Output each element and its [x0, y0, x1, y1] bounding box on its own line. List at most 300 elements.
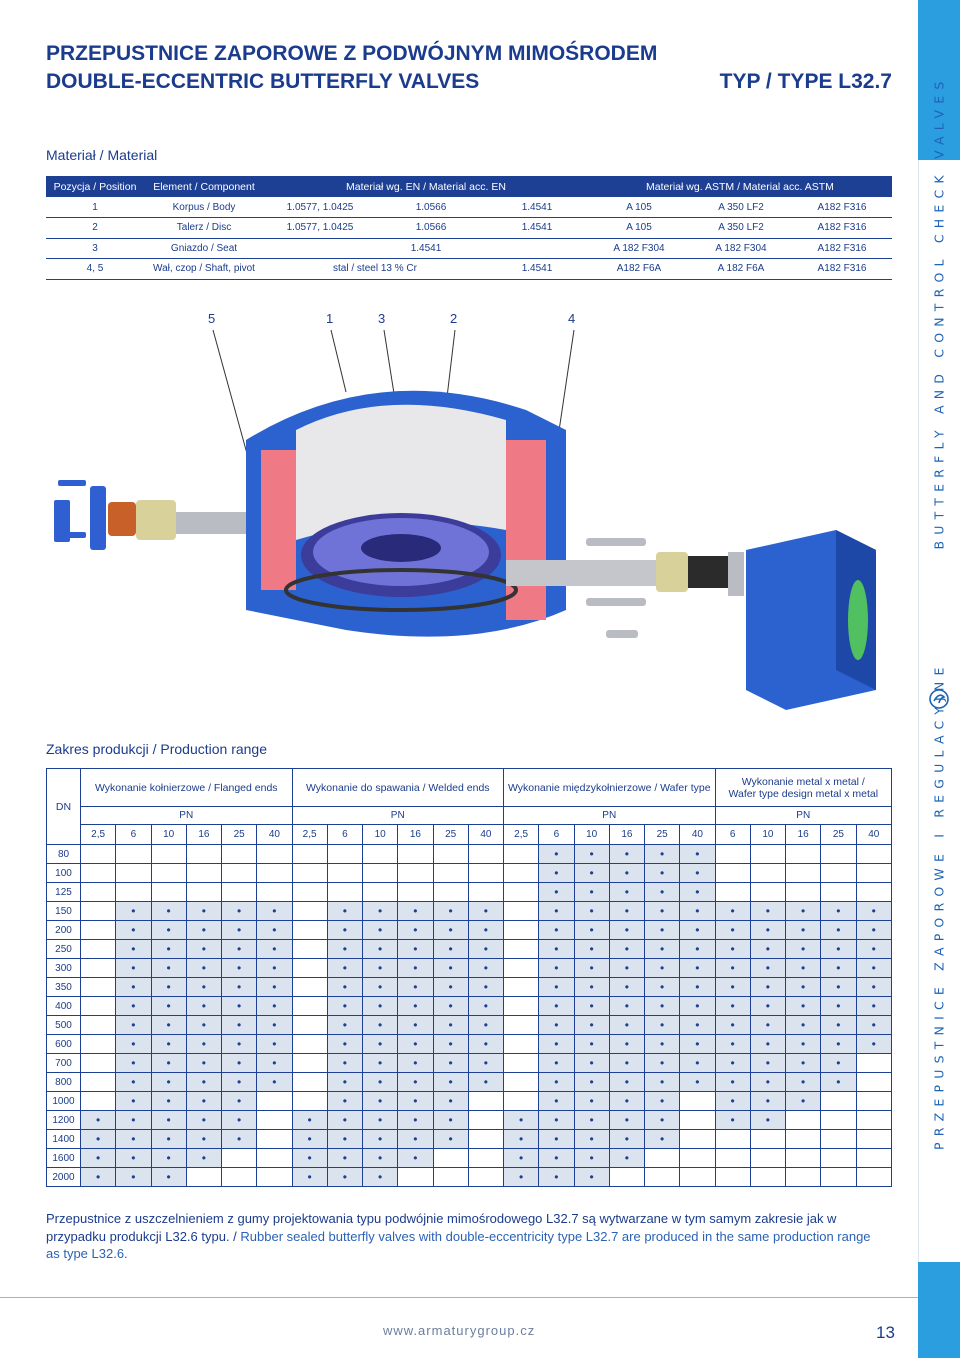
pn-value: 2,5: [504, 825, 539, 845]
availability-dot: [680, 902, 715, 921]
availability-dot: [786, 959, 821, 978]
availability-dot: [257, 997, 292, 1016]
cell-dn: 700: [47, 1054, 81, 1073]
availability-dot: [609, 883, 644, 902]
availability-dot: [186, 1092, 221, 1111]
availability-empty: [292, 864, 327, 883]
availability-dot: [574, 1149, 609, 1168]
availability-dot: [574, 1092, 609, 1111]
cell-dn: 250: [47, 940, 81, 959]
availability-empty: [786, 1168, 821, 1187]
availability-dot: [186, 959, 221, 978]
cell-dn: 600: [47, 1035, 81, 1054]
availability-empty: [81, 1073, 116, 1092]
callout-4: 4: [568, 311, 576, 326]
availability-dot: [574, 1016, 609, 1035]
availability-empty: [856, 1149, 892, 1168]
table-row: [47, 1035, 892, 1054]
availability-empty: [821, 1092, 856, 1111]
availability-empty: [715, 883, 750, 902]
availability-dot: [433, 959, 468, 978]
availability-dot: [504, 1111, 539, 1130]
availability-empty: [257, 1092, 292, 1111]
availability-empty: [504, 1073, 539, 1092]
availability-dot: [468, 959, 503, 978]
availability-dot: [750, 940, 785, 959]
table-row: [46, 218, 892, 239]
pn-value: 6: [539, 825, 574, 845]
table-row: [47, 1054, 892, 1073]
availability-dot: [327, 1130, 362, 1149]
availability-dot: [715, 1111, 750, 1130]
pn-value: 25: [821, 825, 856, 845]
cell-dn: 1400: [47, 1130, 81, 1149]
availability-empty: [433, 1149, 468, 1168]
actuator-bracket: [746, 530, 876, 710]
availability-dot: [574, 1130, 609, 1149]
availability-dot: [186, 940, 221, 959]
pn-value: 10: [750, 825, 785, 845]
availability-empty: [856, 1054, 892, 1073]
availability-dot: [222, 978, 257, 997]
availability-dot: [856, 997, 892, 1016]
cell-position: 1: [46, 197, 144, 218]
availability-dot: [680, 921, 715, 940]
availability-empty: [81, 1092, 116, 1111]
availability-empty: [680, 1092, 715, 1111]
availability-dot: [222, 1016, 257, 1035]
production-section-title: Zakres produkcji / Production range: [46, 741, 267, 757]
pn-value: 16: [786, 825, 821, 845]
availability-dot: [574, 864, 609, 883]
availability-dot: [609, 1016, 644, 1035]
availability-dot: [398, 940, 433, 959]
availability-dot: [645, 921, 680, 940]
availability-empty: [257, 845, 292, 864]
availability-dot: [468, 1035, 503, 1054]
cell-en: 1.4541: [264, 238, 588, 259]
availability-dot: [433, 1130, 468, 1149]
availability-dot: [222, 1092, 257, 1111]
availability-dot: [116, 1016, 151, 1035]
availability-dot: [574, 1035, 609, 1054]
availability-dot: [327, 978, 362, 997]
valve-body: [246, 391, 566, 637]
header-pn: PN: [715, 807, 892, 825]
cell-dn: 150: [47, 902, 81, 921]
availability-dot: [398, 997, 433, 1016]
availability-dot: [433, 1016, 468, 1035]
availability-empty: [363, 883, 398, 902]
cell-astm: A 350 LF2: [690, 218, 792, 239]
availability-dot: [398, 1111, 433, 1130]
cell-astm: A 105: [588, 197, 690, 218]
availability-empty: [504, 959, 539, 978]
header-material-en: Materiał wg. EN / Material acc. EN: [264, 176, 588, 197]
availability-dot: [257, 959, 292, 978]
cell-dn: 200: [47, 921, 81, 940]
availability-dot: [186, 1130, 221, 1149]
availability-empty: [750, 1149, 785, 1168]
availability-dot: [363, 902, 398, 921]
availability-empty: [81, 1035, 116, 1054]
cell-dn: 1000: [47, 1092, 81, 1111]
availability-empty: [292, 978, 327, 997]
group-header-row: [47, 769, 892, 807]
availability-dot: [786, 902, 821, 921]
availability-empty: [821, 1168, 856, 1187]
availability-empty: [292, 921, 327, 940]
availability-dot: [539, 921, 574, 940]
availability-dot: [257, 940, 292, 959]
availability-empty: [645, 1168, 680, 1187]
availability-dot: [645, 1130, 680, 1149]
availability-dot: [327, 921, 362, 940]
availability-dot: [327, 940, 362, 959]
availability-dot: [750, 997, 785, 1016]
availability-dot: [327, 1073, 362, 1092]
cell-dn: 1200: [47, 1111, 81, 1130]
page-title-en: DOUBLE-ECCENTRIC BUTTERFLY VALVES: [46, 70, 480, 93]
availability-empty: [715, 864, 750, 883]
availability-empty: [715, 1130, 750, 1149]
cell-en: 1.0577, 1.0425: [264, 218, 376, 239]
table-row: [46, 197, 892, 218]
availability-dot: [151, 1092, 186, 1111]
availability-dot: [574, 1054, 609, 1073]
availability-dot: [609, 978, 644, 997]
availability-dot: [609, 1073, 644, 1092]
availability-dot: [539, 997, 574, 1016]
cell-position: 3: [46, 238, 144, 259]
availability-dot: [821, 1035, 856, 1054]
availability-empty: [504, 1054, 539, 1073]
page-number: 13: [876, 1323, 895, 1342]
availability-dot: [327, 1016, 362, 1035]
availability-dot: [750, 1111, 785, 1130]
availability-dot: [750, 921, 785, 940]
availability-empty: [504, 1016, 539, 1035]
availability-dot: [539, 978, 574, 997]
availability-dot: [398, 1092, 433, 1111]
availability-dot: [292, 1149, 327, 1168]
cell-dn: 1600: [47, 1149, 81, 1168]
availability-empty: [856, 1092, 892, 1111]
material-header-row: [46, 176, 892, 197]
availability-empty: [81, 940, 116, 959]
availability-dot: [609, 1111, 644, 1130]
availability-dot: [327, 1111, 362, 1130]
availability-empty: [257, 883, 292, 902]
availability-empty: [786, 1130, 821, 1149]
availability-empty: [327, 845, 362, 864]
pn-values-row: [47, 825, 892, 845]
availability-empty: [468, 883, 503, 902]
availability-dot: [116, 1073, 151, 1092]
footer-divider: [0, 1297, 918, 1298]
availability-dot: [363, 1035, 398, 1054]
cell-dn: 400: [47, 997, 81, 1016]
availability-empty: [81, 978, 116, 997]
availability-empty: [433, 864, 468, 883]
availability-empty: [750, 845, 785, 864]
availability-dot: [645, 940, 680, 959]
availability-dot: [539, 1092, 574, 1111]
availability-dot: [821, 997, 856, 1016]
cell-dn: 500: [47, 1016, 81, 1035]
availability-empty: [715, 1149, 750, 1168]
availability-dot: [363, 921, 398, 940]
availability-empty: [81, 1016, 116, 1035]
availability-dot: [821, 921, 856, 940]
callout-2: 2: [450, 311, 458, 326]
availability-dot: [821, 978, 856, 997]
availability-empty: [398, 864, 433, 883]
availability-empty: [856, 1111, 892, 1130]
cell-dn: 800: [47, 1073, 81, 1092]
availability-empty: [750, 1130, 785, 1149]
availability-empty: [856, 1073, 892, 1092]
availability-dot: [327, 902, 362, 921]
pn-value: 25: [222, 825, 257, 845]
availability-dot: [222, 1130, 257, 1149]
availability-dot: [645, 1092, 680, 1111]
cell-position: 2: [46, 218, 144, 239]
availability-dot: [327, 1149, 362, 1168]
availability-empty: [786, 845, 821, 864]
availability-dot: [151, 1111, 186, 1130]
footnote-en: Rubber sealed butterfly valves with double-eccentricity type L32.7 are produced in the same production range as type L32.6.: [46, 1228, 871, 1261]
availability-empty: [292, 1073, 327, 1092]
availability-dot: [116, 1130, 151, 1149]
availability-empty: [715, 1168, 750, 1187]
availability-empty: [750, 864, 785, 883]
table-row: [47, 940, 892, 959]
availability-empty: [151, 883, 186, 902]
availability-empty: [504, 978, 539, 997]
pn-header-row: [47, 807, 892, 825]
availability-dot: [856, 902, 892, 921]
availability-dot: [292, 1111, 327, 1130]
availability-empty: [468, 1092, 503, 1111]
availability-dot: [821, 902, 856, 921]
availability-dot: [609, 902, 644, 921]
header-pn: PN: [504, 807, 716, 825]
availability-empty: [504, 845, 539, 864]
availability-dot: [468, 940, 503, 959]
availability-dot: [645, 1073, 680, 1092]
pn-value: 40: [257, 825, 292, 845]
availability-dot: [363, 978, 398, 997]
availability-dot: [151, 1149, 186, 1168]
availability-dot: [116, 1092, 151, 1111]
availability-dot: [715, 978, 750, 997]
availability-empty: [292, 1016, 327, 1035]
valve-cutaway-illustration: [46, 290, 892, 740]
availability-empty: [81, 997, 116, 1016]
availability-empty: [468, 1149, 503, 1168]
availability-dot: [574, 902, 609, 921]
availability-empty: [292, 1054, 327, 1073]
availability-dot: [715, 1092, 750, 1111]
table-row: [47, 1168, 892, 1187]
availability-dot: [574, 1168, 609, 1187]
availability-empty: [116, 845, 151, 864]
pn-value: 16: [609, 825, 644, 845]
availability-empty: [786, 1111, 821, 1130]
availability-empty: [327, 864, 362, 883]
availability-dot: [715, 1035, 750, 1054]
availability-empty: [363, 864, 398, 883]
availability-dot: [151, 1035, 186, 1054]
availability-empty: [292, 1092, 327, 1111]
table-row: [47, 1092, 892, 1111]
availability-dot: [680, 1054, 715, 1073]
availability-dot: [645, 1016, 680, 1035]
availability-dot: [116, 1054, 151, 1073]
sidebar-vertical-text: PRZEPUSTNICE ZAPOROWE I REGULACYJNE BUTTERFLY AND CONTROL CHECK VALVES: [931, 75, 947, 1150]
availability-empty: [292, 997, 327, 1016]
availability-dot: [609, 1092, 644, 1111]
availability-dot: [715, 1054, 750, 1073]
availability-dot: [645, 1111, 680, 1130]
availability-dot: [257, 1054, 292, 1073]
table-row: [47, 959, 892, 978]
availability-dot: [186, 997, 221, 1016]
availability-dot: [433, 978, 468, 997]
availability-dot: [116, 902, 151, 921]
availability-dot: [821, 1016, 856, 1035]
availability-dot: [750, 1092, 785, 1111]
availability-dot: [186, 1111, 221, 1130]
availability-empty: [81, 883, 116, 902]
availability-dot: [609, 1035, 644, 1054]
availability-dot: [715, 940, 750, 959]
availability-dot: [786, 1092, 821, 1111]
availability-empty: [81, 864, 116, 883]
pn-value: 10: [151, 825, 186, 845]
availability-empty: [81, 959, 116, 978]
cell-en: 1.4541: [486, 197, 588, 218]
availability-empty: [81, 845, 116, 864]
pn-value: 40: [680, 825, 715, 845]
availability-dot: [715, 902, 750, 921]
availability-empty: [468, 1168, 503, 1187]
availability-dot: [786, 940, 821, 959]
cell-component: Wał, czop / Shaft, pivot: [144, 259, 264, 280]
availability-dot: [821, 959, 856, 978]
availability-dot: [151, 959, 186, 978]
availability-dot: [539, 902, 574, 921]
cell-position: 4, 5: [46, 259, 144, 280]
availability-dot: [222, 921, 257, 940]
pn-value: 6: [715, 825, 750, 845]
availability-empty: [786, 1149, 821, 1168]
availability-empty: [292, 940, 327, 959]
availability-dot: [645, 978, 680, 997]
availability-empty: [504, 940, 539, 959]
footnote: [46, 1210, 886, 1263]
availability-dot: [257, 902, 292, 921]
availability-dot: [222, 940, 257, 959]
availability-dot: [750, 902, 785, 921]
availability-empty: [504, 902, 539, 921]
availability-empty: [398, 845, 433, 864]
header-pn: PN: [81, 807, 293, 825]
availability-dot: [574, 959, 609, 978]
availability-dot: [856, 1016, 892, 1035]
availability-dot: [539, 1073, 574, 1092]
availability-empty: [468, 864, 503, 883]
header-component: Element / Component: [144, 176, 264, 197]
cell-component: Korpus / Body: [144, 197, 264, 218]
availability-dot: [468, 1054, 503, 1073]
header-pn: PN: [292, 807, 504, 825]
header-dn: DN: [47, 769, 81, 845]
availability-dot: [222, 997, 257, 1016]
metal-line2: Wafer type design metal x metal: [728, 787, 879, 800]
availability-dot: [609, 921, 644, 940]
availability-dot: [151, 1016, 186, 1035]
availability-dot: [786, 978, 821, 997]
availability-dot: [821, 940, 856, 959]
availability-dot: [363, 1149, 398, 1168]
availability-dot: [363, 1111, 398, 1130]
availability-dot: [186, 1073, 221, 1092]
footer-url[interactable]: www.armaturygroup.cz: [383, 1323, 536, 1338]
availability-dot: [786, 1016, 821, 1035]
pn-value: 40: [856, 825, 892, 845]
availability-dot: [468, 997, 503, 1016]
material-table: [46, 176, 892, 280]
cell-component: Gniazdo / Seat: [144, 238, 264, 259]
table-row: [47, 845, 892, 864]
pn-value: 2,5: [81, 825, 116, 845]
availability-dot: [186, 1016, 221, 1035]
availability-dot: [151, 1073, 186, 1092]
availability-empty: [222, 883, 257, 902]
availability-dot: [257, 1035, 292, 1054]
cell-en: stal / steel 13 % Cr: [264, 259, 486, 280]
availability-dot: [151, 1130, 186, 1149]
callout-5: 5: [208, 311, 216, 326]
availability-empty: [856, 864, 892, 883]
availability-dot: [363, 1168, 398, 1187]
availability-empty: [222, 1168, 257, 1187]
availability-dot: [645, 845, 680, 864]
availability-empty: [116, 883, 151, 902]
table-row: [46, 238, 892, 259]
availability-dot: [151, 978, 186, 997]
availability-empty: [821, 845, 856, 864]
availability-dot: [539, 1035, 574, 1054]
availability-empty: [856, 845, 892, 864]
header-group-flanged: Wykonanie kołnierzowe / Flanged ends: [81, 769, 293, 807]
availability-dot: [363, 940, 398, 959]
availability-dot: [645, 864, 680, 883]
availability-empty: [504, 997, 539, 1016]
availability-dot: [222, 1054, 257, 1073]
pn-value: 40: [468, 825, 503, 845]
cell-dn: 350: [47, 978, 81, 997]
availability-dot: [539, 959, 574, 978]
availability-dot: [186, 921, 221, 940]
header-group-metal: [715, 769, 892, 807]
availability-dot: [151, 921, 186, 940]
availability-dot: [821, 1054, 856, 1073]
availability-dot: [539, 864, 574, 883]
callout-3: 3: [378, 311, 386, 326]
